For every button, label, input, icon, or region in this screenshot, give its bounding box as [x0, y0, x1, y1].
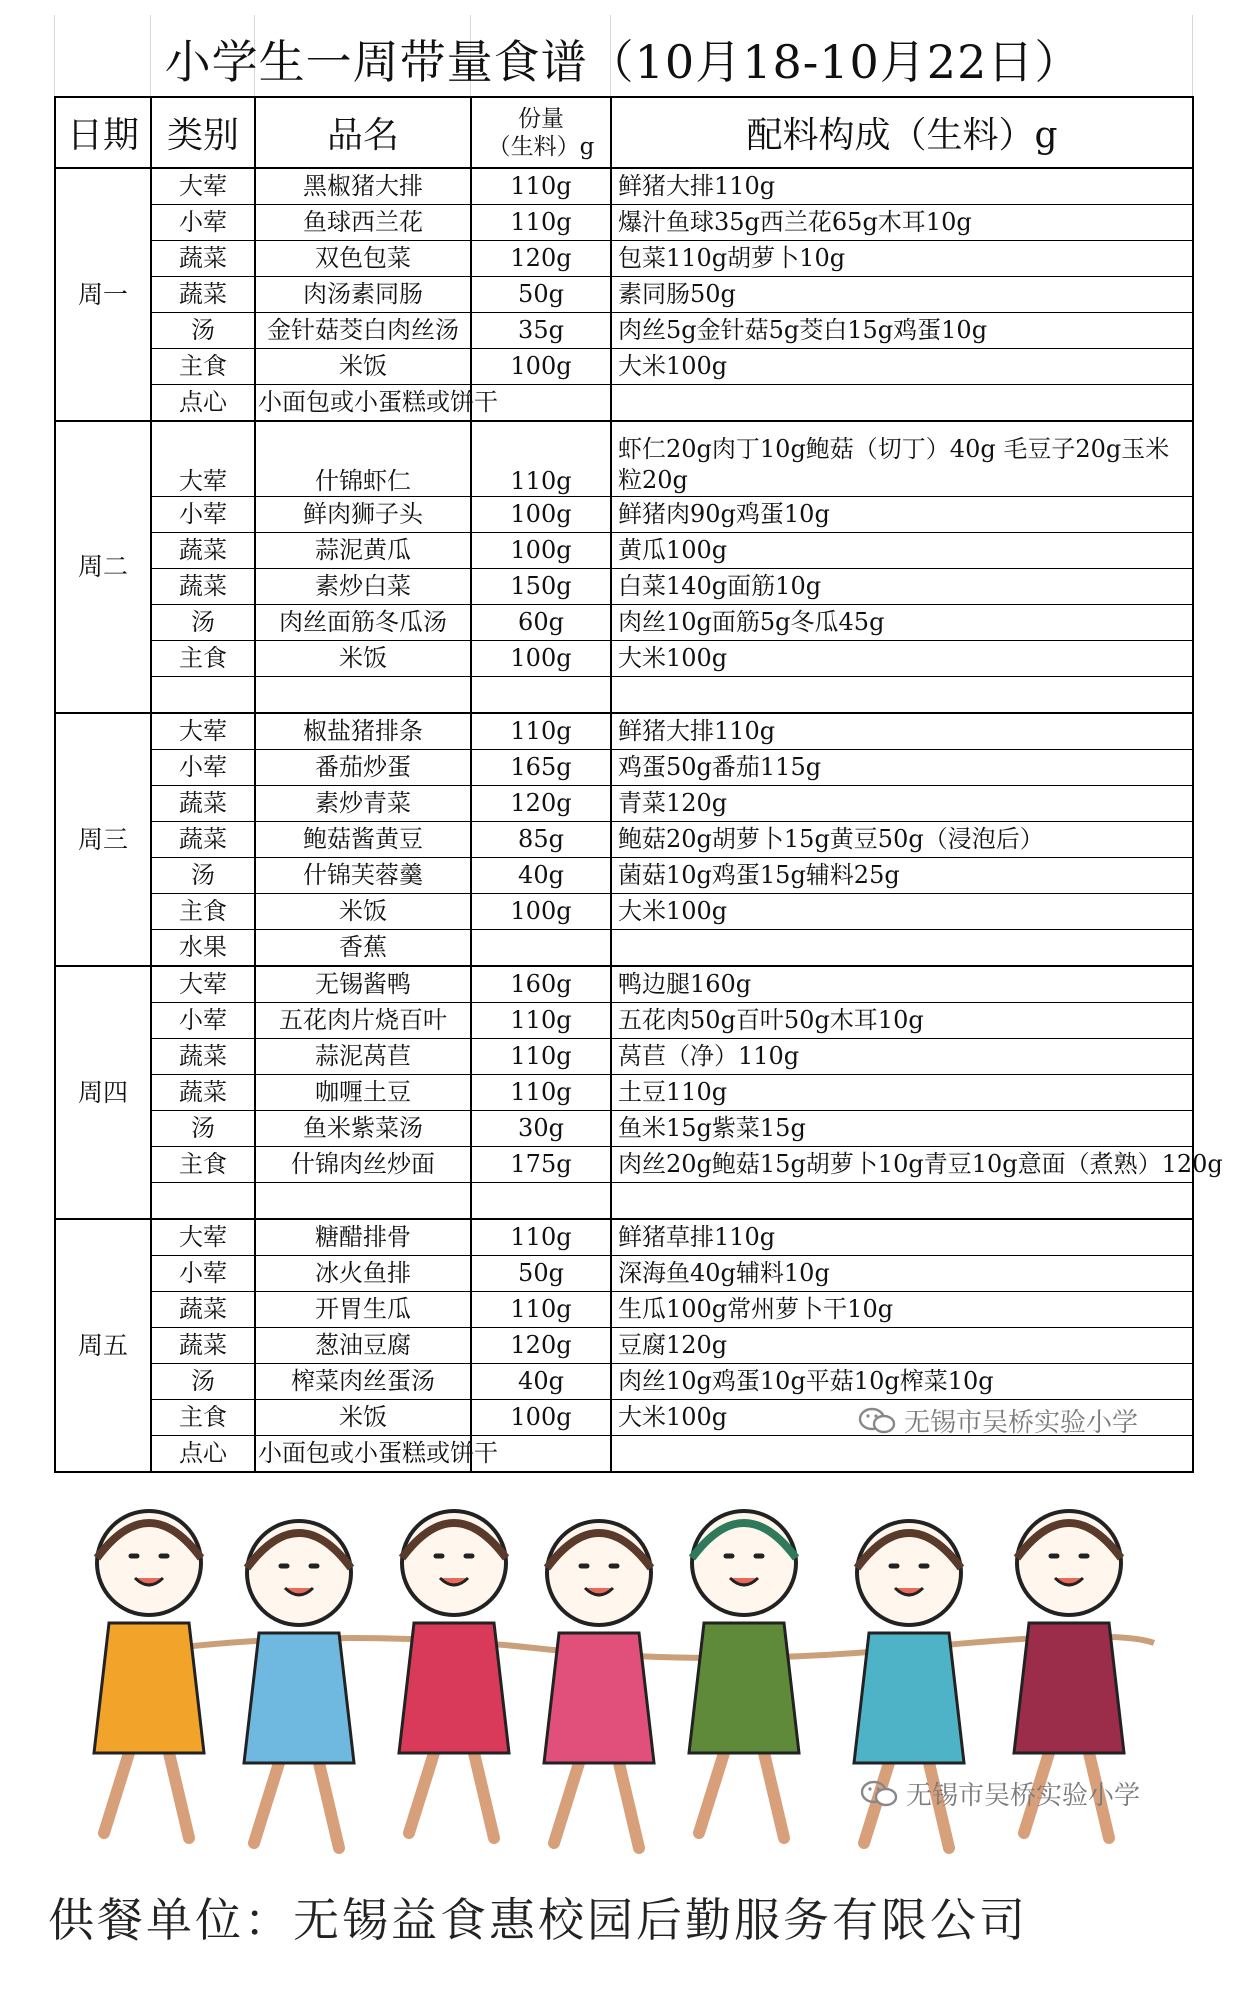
- composition-cell: 大米100g: [611, 641, 1193, 677]
- wechat-icon: [858, 1406, 896, 1436]
- dish-cell: 开胃生瓜: [255, 1292, 471, 1328]
- category-cell: 大荤: [151, 421, 255, 497]
- portion-cell: 110g: [471, 205, 611, 241]
- composition-cell: 爆汁鱼球35g西兰花65g木耳10g: [611, 205, 1193, 241]
- composition-cell: 包菜110g胡萝卜10g: [611, 241, 1193, 277]
- composition-cell: 黄瓜100g: [611, 533, 1193, 569]
- category-cell: 蔬菜: [151, 1075, 255, 1111]
- portion-cell: 165g: [471, 750, 611, 786]
- portion-cell: 120g: [471, 786, 611, 822]
- menu-row: [55, 1436, 1193, 1473]
- header-date: 日期: [55, 97, 151, 168]
- composition-cell: 鲜猪草排110g: [611, 1219, 1193, 1256]
- portion-cell: 30g: [471, 1111, 611, 1147]
- category-cell: 大荤: [151, 1219, 255, 1256]
- watermark-text: 无锡市吴桥实验小学: [904, 1408, 1139, 1438]
- composition-cell: 豆腐120g: [611, 1328, 1193, 1364]
- portion-cell: 110g: [471, 168, 611, 205]
- portion-cell: [471, 1183, 611, 1220]
- menu-row: [55, 930, 1193, 967]
- category-cell: 汤: [151, 313, 255, 349]
- portion-cell: 85g: [471, 822, 611, 858]
- composition-cell: 虾仁20g肉丁10g鲍菇（切丁）40g 毛豆子20g玉米粒20g: [611, 421, 1193, 497]
- portion-cell: 150g: [471, 569, 611, 605]
- dish-cell: 蒜泥莴苣: [255, 1039, 471, 1075]
- category-cell: 蔬菜: [151, 1039, 255, 1075]
- watermark-text: 无锡市吴桥实验小学: [906, 1781, 1141, 1811]
- dish-cell: 什锦芙蓉羹: [255, 858, 471, 894]
- day-label: 周四: [55, 966, 151, 1219]
- composition-cell: 五花肉50g百叶50g木耳10g: [611, 1003, 1193, 1039]
- composition-cell: 土豆110g: [611, 1075, 1193, 1111]
- portion-cell: 110g: [471, 421, 611, 497]
- portion-cell: [471, 930, 611, 967]
- day-label: 周五: [55, 1219, 151, 1472]
- menu-row: [55, 1003, 1193, 1039]
- portion-cell: 100g: [471, 497, 611, 533]
- menu-row: [55, 858, 1193, 894]
- menu-row: [55, 1364, 1193, 1400]
- composition-cell: 生瓜100g常州萝卜干10g: [611, 1292, 1193, 1328]
- composition-cell: 鱼米15g紫菜15g: [611, 1111, 1193, 1147]
- portion-cell: 100g: [471, 349, 611, 385]
- dish-cell: 鲜肉狮子头: [255, 497, 471, 533]
- day-label: 周一: [55, 168, 151, 421]
- dish-cell: 鲍菇酱黄豆: [255, 822, 471, 858]
- dish-cell: 榨菜肉丝蛋汤: [255, 1364, 471, 1400]
- composition-cell: [611, 930, 1193, 967]
- dish-cell: 蒜泥黄瓜: [255, 533, 471, 569]
- composition-cell: [611, 1183, 1193, 1220]
- menu-row: [55, 533, 1193, 569]
- category-cell: 蔬菜: [151, 533, 255, 569]
- supplier-text: 供餐单位：无锡益食惠校园后勤服务有限公司: [48, 1893, 1028, 1947]
- wechat-icon: [860, 1779, 898, 1809]
- dish-cell: 冰火鱼排: [255, 1256, 471, 1292]
- category-cell: 蔬菜: [151, 786, 255, 822]
- category-cell: 主食: [151, 894, 255, 930]
- menu-row: [55, 385, 1193, 422]
- header-portion-line1: 份量: [518, 105, 564, 132]
- composition-cell: 鸡蛋50g番茄115g: [611, 750, 1193, 786]
- portion-cell: 110g: [471, 1003, 611, 1039]
- portion-cell: 60g: [471, 605, 611, 641]
- composition-cell: [611, 1436, 1193, 1473]
- menu-row: [55, 822, 1193, 858]
- portion-cell: 120g: [471, 241, 611, 277]
- dish-cell: 小面包或小蛋糕或饼干: [255, 385, 471, 422]
- menu-row: [55, 713, 1193, 750]
- portion-cell: 160g: [471, 966, 611, 1003]
- menu-row: [55, 421, 1193, 497]
- category-cell: 汤: [151, 1364, 255, 1400]
- composition-cell: [611, 677, 1193, 714]
- portion-cell: 100g: [471, 1400, 611, 1436]
- menu-row: [55, 1328, 1193, 1364]
- category-cell: 小荤: [151, 497, 255, 533]
- category-cell: 水果: [151, 930, 255, 967]
- portion-cell: 110g: [471, 713, 611, 750]
- category-cell: 点心: [151, 385, 255, 422]
- portion-cell: 100g: [471, 533, 611, 569]
- category-cell: 小荤: [151, 205, 255, 241]
- dish-cell: 香蕉: [255, 930, 471, 967]
- child-figure: [689, 1511, 799, 1838]
- dish-cell: 什锦肉丝炒面: [255, 1147, 471, 1183]
- menu-row: [55, 750, 1193, 786]
- dish-cell: 糖醋排骨: [255, 1219, 471, 1256]
- menu-title: 小学生一周带量食谱（10月18-10月22日）: [164, 35, 1082, 89]
- dish-cell: 米饭: [255, 641, 471, 677]
- portion-cell: [471, 677, 611, 714]
- composition-cell: 大米100g: [611, 1400, 1193, 1436]
- dish-cell: 米饭: [255, 349, 471, 385]
- dish-cell: 鱼米紫菜汤: [255, 1111, 471, 1147]
- menu-row: [55, 349, 1193, 385]
- menu-row: [55, 605, 1193, 641]
- portion-cell: 110g: [471, 1292, 611, 1328]
- dish-cell: 葱油豆腐: [255, 1328, 471, 1364]
- category-cell: 大荤: [151, 966, 255, 1003]
- dish-cell: 小面包或小蛋糕或饼干: [255, 1436, 471, 1473]
- category-cell: [151, 1183, 255, 1220]
- category-cell: 汤: [151, 605, 255, 641]
- category-cell: 蔬菜: [151, 569, 255, 605]
- day-label: 周三: [55, 713, 151, 966]
- composition-cell: [611, 385, 1193, 422]
- watermark-table: [858, 1402, 1138, 1439]
- portion-cell: 40g: [471, 858, 611, 894]
- composition-cell: 鲜猪大排110g: [611, 713, 1193, 750]
- dish-cell: 什锦虾仁: [255, 421, 471, 497]
- composition-cell: 肉丝20g鲍菇15g胡萝卜10g青豆10g意面（煮熟）120g: [611, 1147, 1193, 1183]
- composition-cell: 白菜140g面筋10g: [611, 569, 1193, 605]
- menu-row: [55, 677, 1193, 714]
- category-cell: 主食: [151, 1400, 255, 1436]
- header-composition: 配料构成（生料）g: [611, 97, 1193, 168]
- category-cell: 蔬菜: [151, 277, 255, 313]
- menu-table: [54, 96, 1223, 1473]
- menu-row: [55, 569, 1193, 605]
- category-cell: 蔬菜: [151, 1328, 255, 1364]
- dish-cell: 素炒白菜: [255, 569, 471, 605]
- menu-row: [55, 168, 1193, 205]
- composition-cell: 菌菇10g鸡蛋15g辅料25g: [611, 858, 1193, 894]
- header-portion-line2: （生料）g: [487, 133, 595, 160]
- composition-cell: 鲜猪肉90g鸡蛋10g: [611, 497, 1193, 533]
- menu-row: [55, 1292, 1193, 1328]
- composition-cell: 大米100g: [611, 894, 1193, 930]
- composition-cell: 莴苣（净）110g: [611, 1039, 1193, 1075]
- composition-cell: 鲍菇20g胡萝卜15g黄豆50g（浸泡后）: [611, 822, 1193, 858]
- composition-cell: 大米100g: [611, 349, 1193, 385]
- menu-row: [55, 786, 1193, 822]
- dish-cell: 双色包菜: [255, 241, 471, 277]
- composition-cell: 青菜120g: [611, 786, 1193, 822]
- header-dish: 品名: [255, 97, 471, 168]
- category-cell: 汤: [151, 858, 255, 894]
- dish-cell: 椒盐猪排条: [255, 713, 471, 750]
- menu-row: [55, 277, 1193, 313]
- portion-cell: 110g: [471, 1039, 611, 1075]
- category-cell: 蔬菜: [151, 822, 255, 858]
- menu-row: [55, 966, 1193, 1003]
- category-cell: 主食: [151, 349, 255, 385]
- dish-cell: 素炒青菜: [255, 786, 471, 822]
- dish-cell: 番茄炒蛋: [255, 750, 471, 786]
- menu-row: [55, 313, 1193, 349]
- portion-cell: 110g: [471, 1219, 611, 1256]
- portion-cell: 50g: [471, 277, 611, 313]
- composition-cell: 深海鱼40g辅料10g: [611, 1256, 1193, 1292]
- dish-cell: 肉丝面筋冬瓜汤: [255, 605, 471, 641]
- menu-row: [55, 205, 1193, 241]
- child-figure: [399, 1511, 509, 1838]
- category-cell: 大荤: [151, 168, 255, 205]
- composition-cell: 肉丝10g面筋5g冬瓜45g: [611, 605, 1193, 641]
- portion-cell: 120g: [471, 1328, 611, 1364]
- category-cell: 主食: [151, 1147, 255, 1183]
- menu-row: [55, 641, 1193, 677]
- portion-cell: 110g: [471, 1075, 611, 1111]
- portion-cell: 100g: [471, 894, 611, 930]
- menu-row: [55, 1111, 1193, 1147]
- composition-cell: 肉丝10g鸡蛋10g平菇10g榨菜10g: [611, 1364, 1193, 1400]
- menu-row: [55, 1147, 1193, 1183]
- portion-cell: 35g: [471, 313, 611, 349]
- dish-cell: 黑椒猪大排: [255, 168, 471, 205]
- portion-cell: 175g: [471, 1147, 611, 1183]
- dish-cell: [255, 1183, 471, 1220]
- composition-cell: 鲜猪大排110g: [611, 168, 1193, 205]
- menu-body: [55, 168, 1223, 1472]
- portion-cell: 50g: [471, 1256, 611, 1292]
- category-cell: 大荤: [151, 713, 255, 750]
- composition-cell: 鸭边腿160g: [611, 966, 1193, 1003]
- header-row: [55, 97, 1193, 168]
- dish-cell: 金针菇茭白肉丝汤: [255, 313, 471, 349]
- day-label: 周二: [55, 421, 151, 713]
- portion-cell: 40g: [471, 1364, 611, 1400]
- category-cell: 点心: [151, 1436, 255, 1473]
- dish-cell: 米饭: [255, 894, 471, 930]
- watermark-illustration: [860, 1775, 1140, 1812]
- child-figure: [244, 1521, 354, 1848]
- category-cell: 小荤: [151, 1256, 255, 1292]
- header-portion: [471, 97, 611, 168]
- header-category: 类别: [151, 97, 255, 168]
- dish-cell: 咖喱土豆: [255, 1075, 471, 1111]
- menu-row: [55, 1039, 1193, 1075]
- menu-row: [55, 241, 1193, 277]
- menu-row: [55, 1256, 1193, 1292]
- menu-row: [55, 1075, 1193, 1111]
- dish-cell: 无锡酱鸭: [255, 966, 471, 1003]
- dish-cell: 米饭: [255, 1400, 471, 1436]
- menu-row: [55, 1219, 1193, 1256]
- menu-row: [55, 497, 1193, 533]
- dish-cell: [255, 677, 471, 714]
- child-figure: [94, 1511, 204, 1838]
- dish-cell: 鱼球西兰花: [255, 205, 471, 241]
- category-cell: [151, 677, 255, 714]
- category-cell: 主食: [151, 641, 255, 677]
- portion-cell: 100g: [471, 641, 611, 677]
- category-cell: 小荤: [151, 1003, 255, 1039]
- category-cell: 蔬菜: [151, 241, 255, 277]
- category-cell: 汤: [151, 1111, 255, 1147]
- dish-cell: 肉汤素同肠: [255, 277, 471, 313]
- composition-cell: 肉丝5g金针菇5g茭白15g鸡蛋10g: [611, 313, 1193, 349]
- menu-row: [55, 1183, 1193, 1220]
- category-cell: 小荤: [151, 750, 255, 786]
- child-figure: [544, 1521, 654, 1848]
- dish-cell: 五花肉片烧百叶: [255, 1003, 471, 1039]
- category-cell: 蔬菜: [151, 1292, 255, 1328]
- composition-cell: 素同肠50g: [611, 277, 1193, 313]
- menu-row: [55, 894, 1193, 930]
